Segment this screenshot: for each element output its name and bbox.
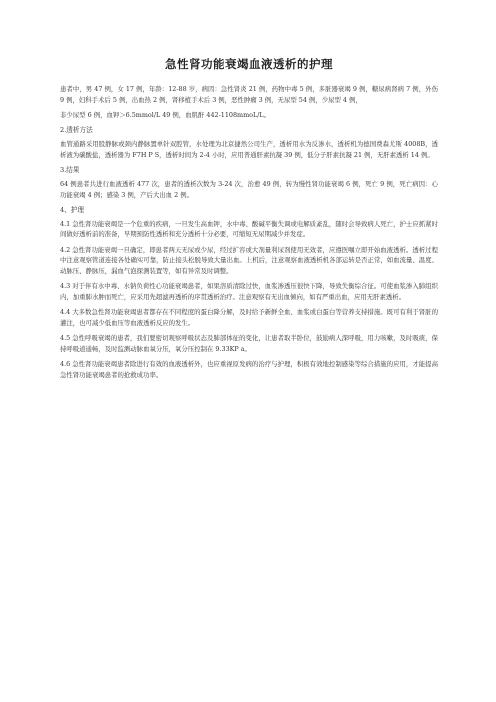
paragraph-nursing-4-5: 4.5 急性呼吸衰竭的患者，我们要密切观察呼吸状态及肺部体征的变化，让患者取半卧位，鼓励病人深呼吸，用力咳嗽，及时吸痰，保持呼吸道通畅，及时监测动脉血氧分压，氧分压控制在 9.33KP a。: [60, 334, 438, 354]
paragraph-nursing-4-1: 4.1 急性肾功能衰竭是一个危重的疾病，一旦发生高血钾，水中毒、酸碱平衡失调或电解质紊乱，随时会导致病人死亡，护士应抓紧时间做好透析前的准备，早期预防性透析和充分透析十分必要，可缩短无尿期减少并发症。: [60, 219, 438, 239]
paragraph-patient-info: 患者中，男 47 例，女 17 例，年龄：12-88 岁，病因：急性肾炎 21 例，药物中毒 5 例，多脏器衰竭 9 例，糖尿病肾病 7 例，外伤 9 例，妇科手术后 5 例，出血热 2 例，肾移植手术后 3 例，恶性肿瘤 3 例，无尿型 54 例，少尿型 4 例，: [60, 85, 438, 104]
paragraph-lab-values: 非少尿型 6 例，血钾＞6.5mmol/L 49 例，血肌酐 442-1108mmoL/L。: [60, 110, 271, 119]
paragraph-nursing-4-6: 4.6 急性肾功能衰竭患者除进行有效的血液透析外，也应重视原发病的治疗与护理，积极有效地控制感染等综合措施的应用，才能提高急性肾功能衰竭患者的抢救成功率。: [60, 360, 438, 380]
section-heading-results: 3.结果: [60, 165, 80, 174]
section-heading-method: 2.透析方法: [60, 126, 93, 135]
paragraph-method: 血管通路采用股静脉或颈内静脉置单针双腔管，水处理为北京捷然公司生产，透析用水为反渗水，透析机为德国费森尤斯 4008B，透析液为碳酸盐，透析器为 F7H P S，透析时间为 2-4 小时，应用普通肝素抗凝 39 例，低分子肝素抗凝 21 例，无肝素透析 14 例。: [60, 139, 438, 159]
paragraph-results: 64 例患者共进行血液透析 477 次，患者的透析次数为 3-24 次，治愈 49 例，转为慢性肾功能衰竭 6 例，死亡 9 例，死亡病因：心功能衰竭 4 例；感染 3 例，产后大出血 2 例。: [60, 179, 438, 199]
document-title: 急性肾功能衰竭血液透析的护理: [165, 57, 333, 71]
section-heading-nursing: 4、护理: [60, 205, 84, 214]
paragraph-nursing-4-2: 4.2 急性肾功能衰竭一旦确定，即患者两天无尿或少尿，经过扩容或大剂量利尿剂使用无效者，应遵医嘱立即开始血液透析。透析过程中注意观察管道连接各处确实可靠，防止接头松脱导致大量出血。上机后，注意观察血液透析机各部运转是否正常，如血流量、温度、动脉压、静脉压，漏血气泡探测装置等，如有异常及时调整。: [60, 245, 438, 276]
paragraph-nursing-4-4: 4.4 大多数急性肾功能衰竭患者都存在不同程度的蛋白降分解，及时给予新鲜全血、血浆或白蛋白等营养支持措施。既可有利于肾脏的灌注，也可减少低血压等血液透析反应的发生。: [60, 308, 438, 328]
paragraph-nursing-4-3: 4.3 对于伴有水中毒、水钠负荷性心功能衰竭患者，如果溶质清除过快，血浆渗透压很快下降，导致失衡综合征。可使血浆渗入肺组织内，加重肺水肿而死亡，应采用先超滤再透析的序贯透析治疗。注意观察有无出血倾向，如有严重出血，应用无肝素透析。: [60, 282, 438, 302]
